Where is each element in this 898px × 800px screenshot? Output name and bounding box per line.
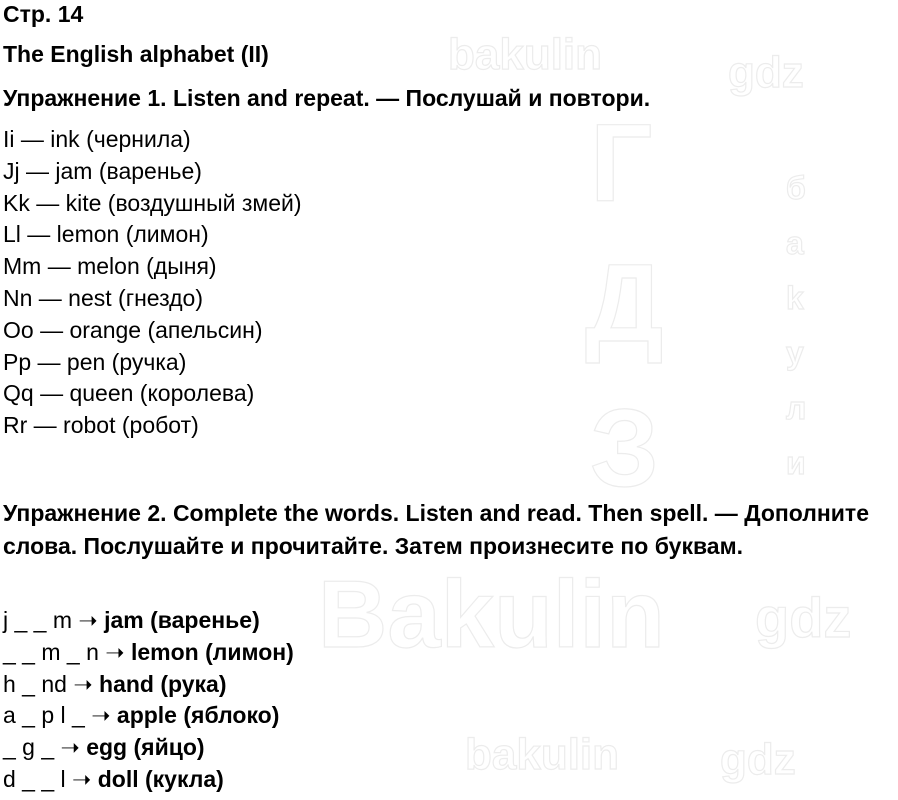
watermark-gdz: gdz [728, 48, 804, 97]
list-item [3, 764, 294, 796]
answer-word: hand (рука) [99, 670, 227, 697]
list-item [3, 637, 294, 669]
watermark-vertical-letter: k [786, 280, 804, 316]
gapped-word: d _ _ l [3, 765, 66, 792]
page-title: The English alphabet (II) [3, 41, 269, 67]
watermark-small: bakulin [448, 30, 603, 79]
list-item: Oo — orange (апельсин) [3, 316, 263, 343]
watermark-big-letter: Д [585, 242, 664, 365]
gapped-word: _ g _ [3, 734, 55, 761]
watermark-vertical-letter: л [786, 390, 807, 426]
list-item: Kk — kite (воздушный змей) [3, 189, 302, 216]
answer-word: doll (кукла) [97, 765, 224, 792]
list-item: Ii — ink (чернила) [3, 126, 191, 152]
exercise1-list [3, 124, 302, 442]
list-item: Ll — lemon (лимон) [3, 221, 209, 248]
watermark-big-letter: Г [590, 102, 653, 225]
arrow-icon: ➝ [91, 702, 111, 729]
watermark-gdz: gdz [720, 735, 796, 784]
exercise1-heading: Упражнение 1. Listen and repeat. — Послушай и повтори. [3, 85, 651, 111]
list-item: Mm — melon (дыня) [3, 253, 217, 280]
gapped-word: j _ _ m [3, 607, 73, 633]
watermark-gdz: gdz [755, 586, 852, 649]
watermark-vertical-letter: у [786, 335, 804, 371]
watermark-big-letter: З [590, 387, 659, 510]
list-item: Rr — robot (робот) [3, 412, 199, 439]
exercise2-heading: Упражнение 2. Complete the words. Listen and read. Then spell. — Дополните слова. Послушайте и прочитайте. Затем произнесите по буквам. [3, 500, 869, 559]
arrow-icon: ➝ [73, 670, 93, 697]
answer-word: jam (варенье) [104, 607, 260, 633]
list-item [3, 669, 294, 701]
gapped-word: _ _ m _ n [3, 638, 99, 665]
answer-word: apple (яблоко) [116, 702, 280, 729]
list-item: Pp — pen (ручка) [3, 348, 187, 375]
page-number: Стр. 14 [3, 1, 84, 27]
arrow-icon: ➝ [72, 765, 92, 792]
gapped-word: h _ nd [3, 670, 67, 697]
watermark-vertical-letter: б [786, 170, 806, 206]
watermark-large: Bakulin [318, 561, 665, 668]
arrow-icon: ➝ [105, 638, 125, 665]
list-item [3, 605, 294, 637]
list-item: Qq — queen (королева) [3, 380, 255, 407]
list-item: Jj — jam (варенье) [3, 157, 202, 184]
arrow-icon: ➝ [78, 607, 98, 633]
answer-word: lemon (лимон) [130, 638, 294, 665]
arrow-icon: ➝ [60, 734, 80, 761]
watermark-small: bakulin [465, 730, 620, 779]
answer-word: egg (яйцо) [86, 734, 205, 761]
list-item: Nn — nest (гнездо) [3, 284, 203, 311]
watermark-vertical-letter: а [786, 225, 804, 261]
list-item [3, 732, 294, 764]
list-item [3, 700, 294, 732]
gapped-word: a _ p l _ [3, 702, 85, 729]
exercise2-list [3, 605, 294, 796]
watermark-vertical-letter: и [786, 445, 806, 481]
